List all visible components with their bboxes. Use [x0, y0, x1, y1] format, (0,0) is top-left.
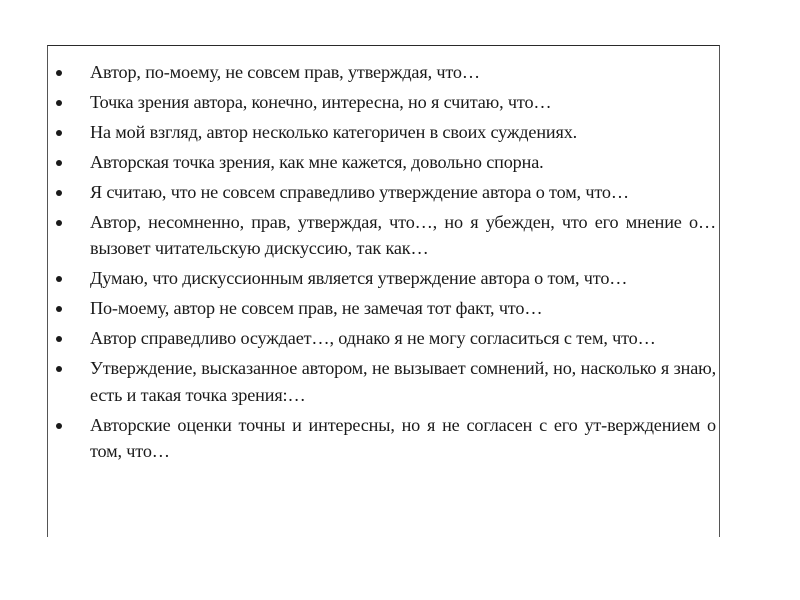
list-item-text: Думаю, что дискуссионным является утверждение автора о том, что… — [90, 268, 628, 289]
list-item — [48, 89, 720, 115]
bullet-icon — [56, 423, 62, 429]
list-item — [48, 412, 720, 465]
bullet-icon — [56, 336, 62, 342]
list-item-text: Авторская точка зрения, как мне кажется, довольно спорна. — [90, 152, 544, 172]
list-item — [48, 265, 720, 291]
list-item — [48, 295, 720, 321]
bullet-icon — [56, 160, 62, 166]
list-item-text: Автор, несомненно, прав, утверждая, что…, но я убежден, что его мнение о… вызовет читательскую дискуссию, так как… — [90, 212, 716, 259]
bullet-icon — [56, 276, 62, 282]
bullet-icon — [56, 220, 62, 226]
list-item-text: По-моему, автор не совсем прав, не замечая тот факт, что… — [90, 298, 543, 319]
list-item-text: Автор, по-моему, не совсем прав, утверждая, что… — [90, 62, 480, 82]
bullet-icon — [56, 306, 62, 312]
list-item — [48, 149, 720, 175]
list-item-text: На мой взгляд, автор несколько категоричен в своих суждениях. — [90, 122, 578, 142]
list-item — [48, 119, 720, 145]
list-item — [48, 325, 720, 351]
list-item-text: Точка зрения автора, конечно, интересна, но я считаю, что… — [90, 92, 552, 112]
list-item-text: Автор справедливо осуждает…, однако я не могу согласиться с тем, что… — [90, 328, 656, 349]
bullet-icon — [56, 70, 62, 76]
list-item — [48, 59, 720, 85]
list-item — [48, 209, 720, 262]
bullet-icon — [56, 130, 62, 136]
list-item — [48, 179, 720, 205]
list-item — [48, 355, 720, 408]
bullet-icon — [56, 190, 62, 196]
list-item-text: Авторские оценки точны и интересны, но я не согласен с его ут-верждением о том, что… — [90, 414, 716, 462]
bullet-icon — [56, 100, 62, 106]
phrase-list — [48, 59, 720, 468]
list-item-text: Я считаю, что не совсем справедливо утверждение автора о том, что… — [90, 182, 629, 202]
bullet-icon — [56, 366, 62, 372]
scanned-document — [47, 45, 720, 537]
list-item-text: Утверждение, высказанное автором, не вызывает сомнений, но, насколько я знаю, есть и такая точка зрения:… — [90, 358, 716, 405]
